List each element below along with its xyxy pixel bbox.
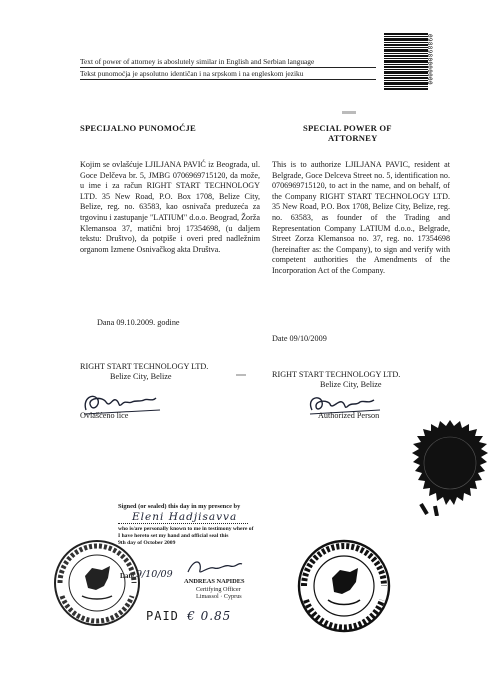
notary-line2: who is/are personally known to me in testimony where of — [118, 526, 254, 532]
notary-date-label: Date — [120, 572, 134, 580]
right-city: Belize City, Belize — [320, 380, 382, 389]
scan-speck — [342, 111, 356, 114]
right-title-line1: SPECIAL POWER OF — [303, 123, 392, 133]
embossed-seal — [401, 418, 498, 516]
right-title-line2: ATTORNEY — [328, 133, 378, 143]
right-date: Date 09/10/2009 — [272, 334, 327, 343]
paid-label: PAID — [146, 609, 179, 623]
left-company: RIGHT START TECHNOLOGY LTD. — [80, 362, 209, 371]
officer-signature — [184, 556, 244, 578]
header-divider-2 — [80, 79, 376, 80]
scan-speck — [236, 374, 246, 376]
left-signer-label: Ovlašćeno lice — [80, 411, 129, 420]
left-body: Kojim se ovlašćuje LJILJANA PAVIĆ iz Beograda, ul. Goce Delčeva br. 5, JMBG 0706969715120, da može, u ime i za račun RIGHT START TECHNOLOGY LTD. 35 New Road, P.O. Box 1708, Belize City, Belize, reg. no. 63583, kao osnivača preduzeća za trgovinu i zastupanje "LATIUM" d.o.o. Beograd, Žorža Klemansoa 37, matični broj 17354698, (u daljem tekstu: Društvo), da potpiše i overi pred nadležnim organom Izmene Osnivačkog akta Društva. — [80, 160, 260, 254]
notary-handwritten-name: Eleni Hadjisavva — [132, 511, 238, 523]
certifying-officer-stamp-left — [52, 538, 142, 628]
paid-value: € 0.85 — [187, 609, 232, 623]
certifying-officer-stamp-right — [296, 538, 392, 634]
right-body: This is to authorize LJILJANA PAVIC, resident at Belgrade, Goce Delceva Street no. 5, identification no. 0706969715120, to act in the name, and on behalf, of the Company RIGHT START TECHNOLOGY LTD. 35 New Road, P.O. Box 1708, Belize City, Belize, reg. no. 63583, as founder of the Trading and Representation Company LATIUM d.o.o., Belgrade, Street Zorza Klemansoa no. 37, reg. no. 17354698 (hereinafter as: the Company), to sign and verify with competent authorities the Amendments of the Incorporation Act of the Company. — [272, 160, 450, 275]
header-english-note: Text of power of attorney is aboslutely similar in English and Serbian language — [80, 57, 315, 66]
officer-city: Limassol · Cyprus — [196, 593, 242, 600]
notary-line1: Signed (or sealed) this day in my presence by — [118, 503, 241, 510]
right-company: RIGHT START TECHNOLOGY LTD. — [272, 370, 401, 379]
notary-date-value: 9/10/09 — [136, 569, 173, 580]
notary-name-underline — [118, 523, 248, 524]
left-title: SPECIJALNO PUNOMOĆJE — [80, 123, 196, 133]
left-date: Dana 09.10.2009. godine — [97, 318, 180, 327]
notary-line3: I have hereto set my hand and official seal this — [118, 533, 229, 539]
officer-title: Certifying Officer — [196, 586, 241, 593]
paid-stamp — [146, 609, 231, 623]
barcode-number: 0988980000000 — [426, 34, 433, 85]
notary-line4: 9th day of October 2009 — [118, 540, 176, 546]
left-city: Belize City, Belize — [110, 372, 172, 381]
header-serbian-note: Tekst punomoćja je apsolutno identičan i na srpskom i na engleskom jeziku — [80, 69, 304, 78]
barcode — [384, 33, 428, 91]
header-divider — [80, 67, 376, 68]
officer-name: ANDREAS NAPIDES — [184, 578, 245, 585]
right-signer-label: Authorized Person — [318, 411, 380, 420]
